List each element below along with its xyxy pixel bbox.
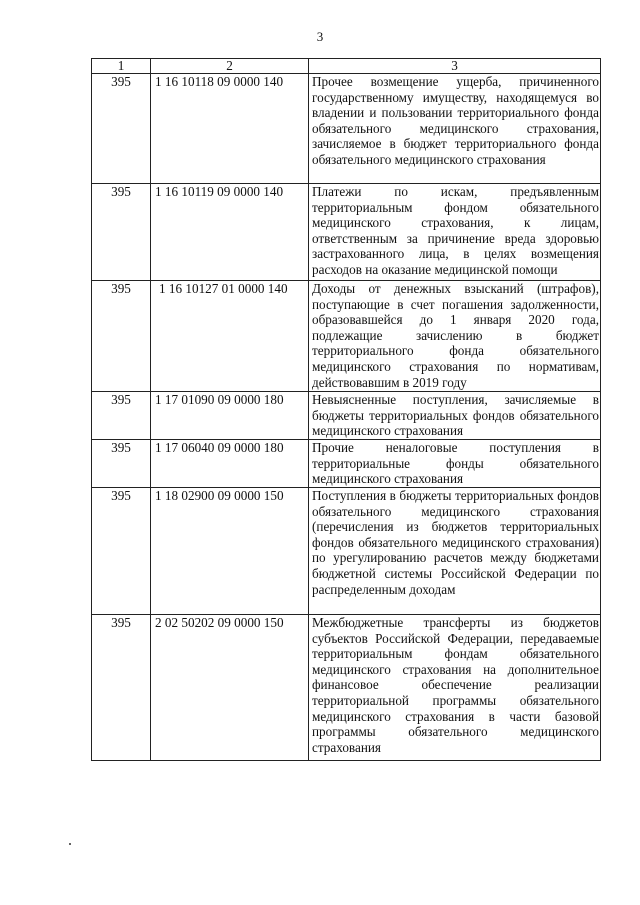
table-row [92,440,601,488]
budget-code-cell: 1 16 10127 01 0000 140 [151,281,309,392]
budget-code-cell: 1 16 10119 09 0000 140 [151,184,309,281]
revenue-name-cell: Прочие неналоговые поступления в территориальные фонды обязательного медицинского страхования [309,440,601,488]
column-header-admin: 1 [92,59,151,74]
column-header-code: 2 [151,59,309,74]
budget-code-cell: 2 02 50202 09 0000 150 [151,615,309,761]
budget-code-cell: 1 16 10118 09 0000 140 [151,74,309,184]
page-number: 3 [316,29,324,44]
revenue-name-cell: Платежи по искам, предъявленным территориальным фондом обязательного медицинского страхования, к лицам, ответственным за причинение вреда здоровью застрахованного лица, в целях возмещения расходов на оказание медицинской помощи [309,184,601,281]
table-row [92,615,601,761]
admin-code-cell: 395 [92,440,151,488]
table-row [92,74,601,184]
budget-code-cell: 1 17 01090 09 0000 180 [151,392,309,440]
revenue-codes-table [91,58,601,761]
revenue-name-cell: Поступления в бюджеты территориальных фондов обязательного медицинского страхования (перечисления из бюджетов территориальных фондов обязательного медицинского страхования) по урегулированию расчетов между бюджетами бюджетной системы Российской Федерации по распределенным доходам [309,488,601,615]
admin-code-cell: 395 [92,392,151,440]
admin-code-cell: 395 [92,281,151,392]
admin-code-cell: 395 [92,74,151,184]
table-header-row [92,59,601,74]
revenue-name-cell: Межбюджетные трансферты из бюджетов субъектов Российской Федерации, передаваемые территориальным фондам обязательного медицинского страхования на дополнительное финансовое обеспечение реализации территориальной программы обязательного медицинского страхования в части базовой программы обязательного медицинского страхования [309,615,601,761]
revenue-name-cell: Прочее возмещение ущерба, причиненного государственному имуществу, находящемуся во владении и пользовании территориального фонда обязательного медицинского страхования, зачисляемое в бюджет территориального фонда обязательного медицинского страхования [309,74,601,184]
table-row [92,184,601,281]
revenue-name-cell: Невыясненные поступления, зачисляемые в бюджеты территориальных фондов обязательного медицинского страхования [309,392,601,440]
scan-speck [69,843,71,845]
admin-code-cell: 395 [92,488,151,615]
admin-code-cell: 395 [92,615,151,761]
table-row [92,281,601,392]
budget-code-cell: 1 18 02900 09 0000 150 [151,488,309,615]
table-row [92,488,601,615]
column-header-name: 3 [309,59,601,74]
table-row [92,392,601,440]
revenue-name-cell: Доходы от денежных взысканий (штрафов), поступающие в счет погашения задолженности, образовавшейся до 1 января 2020 года, подлежащие зачислению в бюджет территориального фонда обязательного медицинского страхования по нормативам, действовавшим в 2019 году [309,281,601,392]
budget-code-cell: 1 17 06040 09 0000 180 [151,440,309,488]
admin-code-cell: 395 [92,184,151,281]
